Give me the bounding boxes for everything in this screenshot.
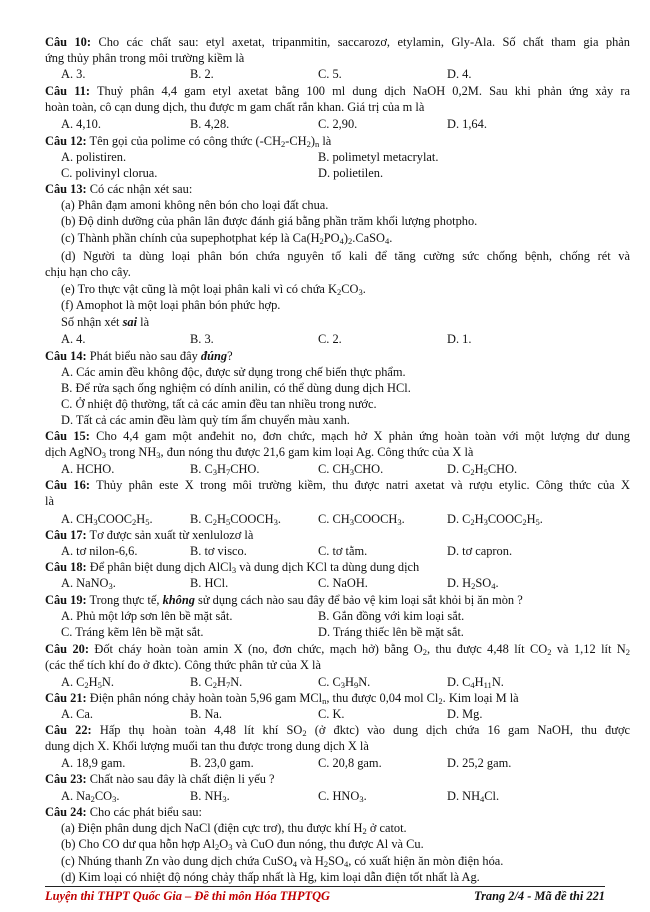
q21-option-a[interactable]: A. Ca. [61,707,94,721]
q21-option-c[interactable]: C. K. [318,707,345,721]
footer-right: Trang 2/4 - Mã đề thi 221 [473,889,605,903]
q22-option-c[interactable]: C. 20,8 gam. [318,756,382,770]
q23-option-c[interactable]: C. $HNO_3$. [318,789,367,804]
question-22: Câu 22: Hấp thụ hoàn toàn 4,48 lít khí $SO_2$ (ở đktc) vào dung dịch chứa 16 gam NaOH, thu được [45,723,630,738]
q13-statement-e: (e) Tro thực vật cũng là một loại phân kali vì có chứa $K_2CO_3$. [61,282,366,297]
page-footer [45,889,605,907]
q14-option-d[interactable]: D. Tất cả các amin đều làm quỳ tím ẩm chuyển màu xanh. [61,413,350,427]
q18-option-a[interactable]: A. NaNO$_3$. [61,576,116,591]
q13-ask: Số nhận xét sai là [61,315,150,329]
q16-option-b[interactable]: B. $C_2H_5COOCH_3$. [190,512,281,527]
question-23: Câu 23: Chất nào sau đây là chất điện li yếu ? [45,772,275,786]
q17-option-a[interactable]: A. tơ nilon-6,6. [61,544,138,558]
question-17: Câu 17: Tơ được sản xuất từ xenlulozơ là [45,528,254,542]
q10-option-c[interactable]: C. 5. [318,67,342,81]
question-19: Câu 19: Trong thực tế, không sử dụng cách nào sau đây để bảo vệ kim loại sắt khỏi bị ăn mòn ? [45,593,523,607]
question-14: Câu 14: Phát biểu nào sau đây đúng? [45,349,233,363]
q11-option-b[interactable]: B. 4,28. [190,117,230,131]
q21-option-d[interactable]: D. Mg. [447,707,483,721]
q13-option-b[interactable]: B. 3. [190,332,214,346]
q20-option-a[interactable]: A. $C_2H_5N$. [61,675,114,690]
q15-option-d[interactable]: D. $C_2H_5CHO$. [447,462,518,477]
q24-statement-b: (b) Cho CO dư qua hỗn hợp $Al_2O_3$ và CuO đun nóng, thu được Al và Cu. [61,837,424,852]
q17-option-c[interactable]: C. tơ tằm. [318,544,368,558]
q19-option-a[interactable]: A. Phủ một lớp sơn lên bề mặt sắt. [61,609,233,623]
q15-option-a[interactable]: A. HCHO. [61,462,115,476]
q13-statement-f: (f) Amophot là một loại phân bón phức hợp. [61,298,281,312]
q23-option-a[interactable]: A. $Na_2CO_3$. [61,789,120,804]
q12-option-b[interactable]: B. polimetyl metacrylat. [318,150,439,164]
q20-option-c[interactable]: C. $C_3H_9N$. [318,675,371,690]
question-22-cont: dung dịch X. Khối lượng muối tan thu được trong dung dịch X là [45,739,369,753]
question-20-cont: (các thể tích khí đo ở đktc). Công thức phân tử của X là [45,658,321,672]
q24-statement-a: (a) Điện phân dung dịch NaCl (điện cực trơ), thu được khí $H_2$ ở catot. [61,821,407,836]
q16-option-c[interactable]: C. $CH_3COOCH_3$. [318,512,405,527]
question-18: Câu 18: Để phân biệt dung dịch AlCl$_3$ và dung dịch KCl ta dùng dung dịch [45,560,420,575]
q15-option-c[interactable]: C. $CH_3CHO$. [318,462,384,477]
q16-option-d[interactable]: D. $C_2H_3COOC_2H_5$. [447,512,543,527]
q16-option-a[interactable]: A. $CH_3COOC_2H_5$. [61,512,153,527]
q15-option-b[interactable]: B. $C_3H_7CHO$. [190,462,260,477]
q20-option-b[interactable]: B. $C_2H_7N$. [190,675,243,690]
question-10: Câu 10: Cho các chất sau: etyl axetat, tripanmitin, saccarozơ, etylamin, Gly-Ala. Số chất tham gia phản [45,35,630,49]
q17-option-d[interactable]: D. tơ capron. [447,544,513,558]
q18-option-d[interactable]: D. $H_2SO_4$. [447,576,499,591]
q13-statement-b: (b) Độ dinh dưỡng của phân lân được đánh giá bằng phần trăm khối lượng photpho. [61,214,478,228]
footer-rule [45,886,605,887]
question-15: Câu 15: Cho 4,4 gam một anđehit no, đơn chức, mạch hở X phản ứng hoàn toàn với một lượng dư dung [45,429,630,443]
q10-option-a[interactable]: A. 3. [61,67,86,81]
q19-option-d[interactable]: D. Tráng thiếc lên bề mặt sắt. [318,625,464,639]
q14-option-a[interactable]: A. Các amin đều không độc, được sử dụng trong chế biến thực phẩm. [61,365,406,379]
q13-statement-a: (a) Phân đạm amoni không nên bón cho loại đất chua. [61,198,329,212]
q18-option-b[interactable]: B. HCl. [190,576,229,590]
question-11: Câu 11: Thuỷ phân 4,4 gam etyl axetat bằng 100 ml dung dịch NaOH 0,2M. Sau khi phản ứng xảy ra [45,84,630,98]
question-12: Câu 12: Tên gọi của polime có công thức $(-CH_2-CH_2)_n$ là [45,134,332,149]
footer-left: Luyện thi THPT Quốc Gia – Đề thi môn Hóa THPTQG [45,889,330,903]
q13-option-a[interactable]: A. 4. [61,332,86,346]
q19-option-b[interactable]: B. Gắn đồng với kim loại sắt. [318,609,465,623]
q24-statement-c: (c) Nhúng thanh Zn vào dung dịch chứa CuSO$_4$ và $H_2SO_4$, có xuất hiện ăn mòn điện hóa. [61,854,504,869]
q11-option-d[interactable]: D. 1,64. [447,117,487,131]
question-15-cont: dịch AgNO$_3$ trong $NH_3$, đun nóng thu được 21,6 gam kim loại Ag. Công thức của X là [45,445,474,460]
question-13: Câu 13: Có các nhận xét sau: [45,182,193,196]
question-20: Câu 20: Đốt cháy hoàn toàn amin X (no, đơn chức, mạch hở) bằng $O_2$, thu được 4,48 lít $CO_2$ và 1,12 lít $N_2$ [45,642,631,657]
q19-option-c[interactable]: C. Tráng kẽm lên bề mặt sắt. [61,625,204,639]
q17-option-b[interactable]: B. tơ visco. [190,544,247,558]
q13-option-d[interactable]: D. 1. [447,332,472,346]
q11-option-c[interactable]: C. 2,90. [318,117,358,131]
q21-option-b[interactable]: B. Na. [190,707,223,721]
question-21: Câu 21: Điện phân nóng chảy hoàn toàn 5,96 gam MCl$_n$, thu được 0,04 mol $Cl_2$. Kim loại M là [45,691,519,706]
q22-option-d[interactable]: D. 25,2 gam. [447,756,512,770]
q10-option-d[interactable]: D. 4. [447,67,472,81]
q13-statement-c: (c) Thành phần chính của supephotphat kép là $Ca(H_2PO_4)_2.CaSO_4$. [61,231,393,246]
q24-statement-d: (d) Kim loại có nhiệt độ nóng chảy thấp nhất là Hg, kim loại dẫn điện tốt nhất là Ag. [61,870,480,884]
q23-option-d[interactable]: D. $NH_4Cl$. [447,789,500,804]
question-24: Câu 24: Cho các phát biểu sau: [45,805,202,819]
question-11-cont: hoàn toàn, cô cạn dung dịch, thu được m gam chất rắn khan. Giá trị của m là [45,100,425,114]
q11-option-a[interactable]: A. 4,10. [61,117,101,131]
q14-option-b[interactable]: B. Để rửa sạch ống nghiệm có dính anilin, có thể dùng dung dịch HCl. [61,381,411,395]
q13-statement-d-cont: chịu hạn cho cây. [45,265,131,279]
q10-option-b[interactable]: B. 2. [190,67,214,81]
question-16-cont: là [45,494,54,508]
q22-option-b[interactable]: B. 23,0 gam. [190,756,254,770]
q12-option-a[interactable]: A. polistiren. [61,150,127,164]
q14-option-c[interactable]: C. Ở nhiệt độ thường, tất cả các amin đều tan nhiều trong nước. [61,397,377,411]
q23-option-b[interactable]: B. $NH_3$. [190,789,230,804]
q20-option-d[interactable]: D. $C_4H_{11}N$. [447,675,504,690]
question-16: Câu 16: Thủy phân este X trong môi trường kiềm, thu được natri axetat và rượu etylic. Công thức của X [45,478,630,492]
q18-option-c[interactable]: C. NaOH. [318,576,368,590]
q13-option-c[interactable]: C. 2. [318,332,342,346]
q12-option-c[interactable]: C. polivinyl clorua. [61,166,158,180]
q12-option-d[interactable]: D. polietilen. [318,166,384,180]
q22-option-a[interactable]: A. 18,9 gam. [61,756,126,770]
question-10-cont: ứng thủy phân trong môi trường kiềm là [45,51,245,65]
q13-statement-d: (d) Người ta dùng loại phân bón chứa nguyên tố kali để tăng cường sức chống bệnh, chống rét và [61,249,630,263]
